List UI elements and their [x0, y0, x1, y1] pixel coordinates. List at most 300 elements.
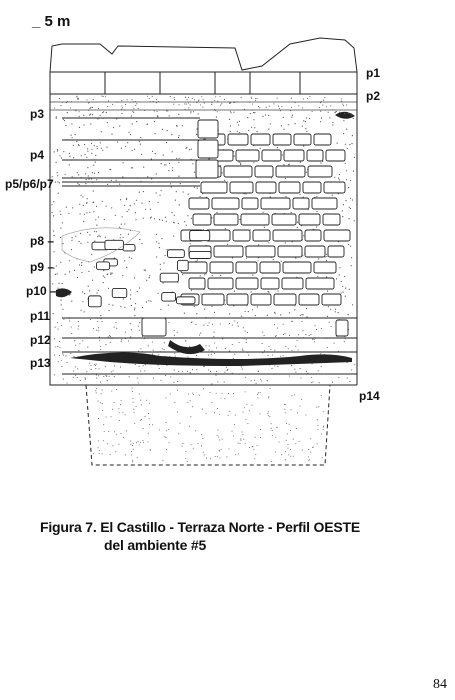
- soil-speck: [341, 101, 342, 102]
- soil-speck: [247, 332, 248, 333]
- soil-speck: [309, 118, 310, 119]
- soil-speck: [61, 304, 62, 305]
- soil-speck: [140, 400, 141, 401]
- soil-speck: [70, 353, 71, 354]
- soil-speck: [194, 306, 195, 307]
- soil-speck: [125, 332, 126, 333]
- soil-speck: [291, 321, 292, 322]
- wall-stone: [303, 182, 321, 193]
- p2-band: [50, 102, 357, 110]
- soil-speck: [69, 318, 70, 319]
- soil-speck: [59, 347, 60, 348]
- soil-speck: [246, 404, 247, 405]
- soil-speck: [125, 414, 126, 415]
- soil-speck: [138, 351, 139, 352]
- soil-speck: [321, 328, 322, 329]
- soil-speck: [303, 337, 304, 338]
- soil-speck: [106, 417, 107, 418]
- soil-speck: [160, 351, 161, 352]
- soil-speck: [292, 115, 293, 116]
- soil-speck: [137, 291, 138, 292]
- soil-speck: [286, 440, 287, 441]
- wall-stone: [336, 320, 348, 336]
- soil-speck: [108, 336, 109, 337]
- soil-speck: [161, 190, 162, 191]
- soil-speck: [243, 412, 244, 413]
- soil-speck: [56, 118, 57, 119]
- soil-speck: [113, 127, 114, 128]
- soil-speck: [289, 424, 290, 425]
- soil-speck: [83, 221, 84, 222]
- soil-speck: [332, 122, 333, 123]
- soil-speck: [146, 301, 147, 302]
- soil-speck: [239, 121, 240, 122]
- soil-speck: [115, 215, 116, 216]
- wall-stone: [324, 230, 350, 241]
- soil-speck: [249, 102, 250, 103]
- wall-stone: [233, 230, 250, 241]
- soil-speck: [67, 382, 68, 383]
- wall-stone: [189, 198, 209, 209]
- soil-speck: [65, 355, 66, 356]
- soil-speck: [239, 132, 240, 133]
- soil-speck: [152, 151, 153, 152]
- soil-speck: [94, 266, 95, 267]
- soil-speck: [326, 254, 327, 255]
- soil-speck: [108, 100, 109, 101]
- soil-speck: [154, 133, 155, 134]
- soil-speck: [134, 315, 135, 316]
- soil-speck: [332, 124, 333, 125]
- soil-speck: [326, 106, 327, 107]
- soil-speck: [154, 110, 155, 111]
- soil-speck: [151, 217, 152, 218]
- soil-speck: [177, 412, 178, 413]
- soil-speck: [283, 334, 284, 335]
- soil-speck: [96, 392, 97, 393]
- soil-speck: [295, 346, 296, 347]
- soil-speck: [92, 280, 93, 281]
- soil-speck: [130, 205, 131, 206]
- soil-speck: [258, 392, 259, 393]
- soil-speck: [55, 327, 56, 328]
- soil-speck: [295, 102, 296, 103]
- soil-speck: [245, 391, 246, 392]
- soil-speck: [124, 110, 125, 111]
- soil-speck: [264, 350, 265, 351]
- soil-speck: [244, 246, 245, 247]
- soil-speck: [320, 162, 321, 163]
- soil-speck: [92, 182, 93, 183]
- soil-speck: [344, 341, 345, 342]
- soil-speck: [132, 445, 133, 446]
- soil-speck: [170, 183, 171, 184]
- soil-speck: [193, 111, 194, 112]
- soil-speck: [306, 117, 307, 118]
- soil-speck: [160, 264, 161, 265]
- soil-speck: [214, 332, 215, 333]
- layer-label-p13: p13: [30, 356, 51, 370]
- wall-stone: [283, 262, 311, 273]
- soil-speck: [326, 276, 327, 277]
- soil-speck: [106, 112, 107, 113]
- soil-speck: [267, 355, 268, 356]
- soil-speck: [210, 371, 211, 372]
- soil-speck: [345, 163, 346, 164]
- soil-speck: [91, 153, 92, 154]
- soil-speck: [58, 193, 59, 194]
- soil-speck: [116, 434, 117, 435]
- soil-speck: [228, 449, 229, 450]
- soil-speck: [96, 206, 97, 207]
- soil-speck: [119, 125, 120, 126]
- soil-speck: [296, 428, 297, 429]
- soil-speck: [147, 176, 148, 177]
- soil-speck: [143, 191, 144, 192]
- soil-speck: [79, 111, 80, 112]
- soil-speck: [165, 255, 166, 256]
- soil-speck: [283, 117, 284, 118]
- soil-speck: [327, 291, 328, 292]
- soil-speck: [346, 104, 347, 105]
- soil-speck: [98, 108, 99, 109]
- soil-speck: [344, 276, 345, 277]
- soil-speck: [121, 400, 122, 401]
- soil-speck: [87, 167, 88, 168]
- soil-speck: [235, 454, 236, 455]
- soil-speck: [306, 131, 307, 132]
- soil-speck: [291, 107, 292, 108]
- soil-speck: [147, 441, 148, 442]
- soil-speck: [188, 97, 189, 98]
- soil-speck: [177, 390, 178, 391]
- soil-speck: [56, 116, 57, 117]
- soil-speck: [78, 350, 79, 351]
- soil-speck: [87, 242, 88, 243]
- soil-speck: [152, 96, 153, 97]
- soil-speck: [255, 437, 256, 438]
- soil-speck: [314, 339, 315, 340]
- soil-speck: [165, 164, 166, 165]
- soil-speck: [135, 303, 136, 304]
- soil-speck: [260, 429, 261, 430]
- soil-speck: [258, 371, 259, 372]
- soil-speck: [152, 341, 153, 342]
- soil-speck: [89, 234, 90, 235]
- soil-speck: [251, 380, 252, 381]
- soil-speck: [110, 342, 111, 343]
- soil-speck: [271, 423, 272, 424]
- soil-speck: [185, 148, 186, 149]
- soil-speck: [111, 391, 112, 392]
- soil-speck: [162, 220, 163, 221]
- soil-speck: [336, 111, 337, 112]
- soil-speck: [229, 351, 230, 352]
- soil-speck: [186, 147, 187, 148]
- soil-speck: [106, 147, 107, 148]
- soil-speck: [203, 452, 204, 453]
- soil-speck: [113, 370, 114, 371]
- soil-speck: [214, 312, 215, 313]
- soil-speck: [120, 199, 121, 200]
- soil-speck: [345, 338, 346, 339]
- soil-speck: [321, 118, 322, 119]
- soil-speck: [291, 395, 292, 396]
- wall-stone: [177, 260, 188, 270]
- soil-speck: [178, 114, 179, 115]
- soil-speck: [78, 321, 79, 322]
- soil-speck: [180, 423, 181, 424]
- soil-speck: [242, 350, 243, 351]
- soil-speck: [148, 433, 149, 434]
- soil-speck: [133, 108, 134, 109]
- soil-speck: [342, 104, 343, 105]
- soil-speck: [123, 162, 124, 163]
- soil-speck: [84, 293, 85, 294]
- soil-speck: [284, 409, 285, 410]
- soil-speck: [285, 242, 286, 243]
- soil-speck: [349, 381, 350, 382]
- soil-speck: [60, 211, 61, 212]
- soil-speck: [350, 180, 351, 181]
- soil-speck: [345, 200, 346, 201]
- soil-speck: [198, 99, 199, 100]
- soil-speck: [130, 323, 131, 324]
- soil-speck: [191, 218, 192, 219]
- soil-speck: [55, 346, 56, 347]
- soil-speck: [57, 181, 58, 182]
- soil-speck: [222, 393, 223, 394]
- soil-speck: [291, 409, 292, 410]
- soil-speck: [208, 355, 209, 356]
- soil-speck: [69, 271, 70, 272]
- soil-speck: [86, 371, 87, 372]
- soil-speck: [346, 170, 347, 171]
- soil-speck: [190, 112, 191, 113]
- soil-speck: [212, 275, 213, 276]
- soil-speck: [302, 126, 303, 127]
- soil-speck: [200, 294, 201, 295]
- soil-speck: [134, 412, 135, 413]
- soil-speck: [268, 292, 269, 293]
- soil-speck: [185, 97, 186, 98]
- soil-speck: [108, 288, 109, 289]
- soil-speck: [252, 109, 253, 110]
- wall-stone: [278, 246, 302, 257]
- soil-speck: [154, 121, 155, 122]
- soil-speck: [302, 450, 303, 451]
- soil-speck: [131, 305, 132, 306]
- soil-speck: [285, 346, 286, 347]
- wall-stone: [214, 214, 238, 225]
- wall-stone: [123, 245, 135, 251]
- soil-speck: [216, 212, 217, 213]
- soil-speck: [69, 156, 70, 157]
- soil-speck: [194, 172, 195, 173]
- soil-speck: [96, 388, 97, 389]
- soil-speck: [189, 346, 190, 347]
- wall-stone: [190, 231, 210, 241]
- soil-speck: [76, 141, 77, 142]
- soil-speck: [74, 340, 75, 341]
- soil-speck: [78, 174, 79, 175]
- soil-speck: [211, 217, 212, 218]
- soil-speck: [130, 294, 131, 295]
- wall-stone: [112, 288, 126, 297]
- soil-speck: [95, 390, 96, 391]
- soil-speck: [263, 212, 264, 213]
- soil-speck: [294, 309, 295, 310]
- soil-speck: [188, 109, 189, 110]
- soil-speck: [208, 350, 209, 351]
- soil-speck: [302, 107, 303, 108]
- soil-speck: [79, 343, 80, 344]
- soil-speck: [197, 259, 198, 260]
- wall-stone: [214, 246, 243, 257]
- soil-speck: [167, 130, 168, 131]
- soil-speck: [257, 445, 258, 446]
- soil-speck: [162, 348, 163, 349]
- soil-speck: [117, 141, 118, 142]
- soil-speck: [176, 125, 177, 126]
- soil-speck: [114, 402, 115, 403]
- soil-speck: [234, 291, 235, 292]
- soil-speck: [245, 311, 246, 312]
- soil-speck: [171, 212, 172, 213]
- soil-speck: [283, 355, 284, 356]
- scale-label: _ 5 m: [32, 13, 71, 30]
- soil-speck: [71, 135, 72, 136]
- soil-speck: [297, 412, 298, 413]
- soil-speck: [201, 446, 202, 447]
- wall-stone: [227, 294, 248, 305]
- soil-speck: [230, 111, 231, 112]
- soil-speck: [126, 198, 127, 199]
- soil-speck: [73, 356, 74, 357]
- soil-speck: [277, 328, 278, 329]
- soil-speck: [140, 348, 141, 349]
- wall-stone: [276, 166, 305, 177]
- soil-speck: [261, 380, 262, 381]
- soil-speck: [146, 280, 147, 281]
- soil-speck: [285, 451, 286, 452]
- soil-speck: [135, 105, 136, 106]
- soil-speck: [240, 440, 241, 441]
- soil-speck: [285, 196, 286, 197]
- soil-speck: [140, 420, 141, 421]
- soil-speck: [98, 418, 99, 419]
- soil-speck: [257, 394, 258, 395]
- soil-speck: [248, 311, 249, 312]
- soil-speck: [155, 181, 156, 182]
- soil-speck: [64, 120, 65, 121]
- soil-speck: [134, 308, 135, 309]
- soil-speck: [267, 380, 268, 381]
- soil-speck: [156, 102, 157, 103]
- wall-top-outline: [50, 38, 357, 72]
- soil-speck: [72, 176, 73, 177]
- soil-speck: [253, 162, 254, 163]
- soil-speck: [98, 172, 99, 173]
- soil-speck: [121, 341, 122, 342]
- wall-stone: [274, 294, 296, 305]
- soil-speck: [74, 270, 75, 271]
- soil-speck: [166, 142, 167, 143]
- soil-speck: [291, 350, 292, 351]
- soil-speck: [351, 113, 352, 114]
- soil-speck: [299, 441, 300, 442]
- soil-speck: [81, 155, 82, 156]
- wall-stone: [308, 166, 332, 177]
- soil-speck: [57, 175, 58, 176]
- soil-speck: [222, 338, 223, 339]
- soil-speck: [81, 272, 82, 273]
- soil-speck: [62, 243, 63, 244]
- soil-speck: [187, 461, 188, 462]
- soil-speck: [60, 228, 61, 229]
- soil-speck: [103, 424, 104, 425]
- soil-speck: [94, 145, 95, 146]
- soil-speck: [80, 233, 81, 234]
- soil-speck: [77, 183, 78, 184]
- soil-speck: [61, 360, 62, 361]
- soil-speck: [98, 375, 99, 376]
- soil-speck: [68, 213, 69, 214]
- soil-speck: [59, 182, 60, 183]
- soil-speck: [178, 135, 179, 136]
- soil-speck: [107, 106, 108, 107]
- soil-speck: [227, 369, 228, 370]
- soil-speck: [149, 275, 150, 276]
- soil-speck: [130, 336, 131, 337]
- wall-stone: [189, 278, 205, 289]
- soil-speck: [103, 282, 104, 283]
- soil-speck: [121, 148, 122, 149]
- soil-speck: [136, 200, 137, 201]
- soil-speck: [184, 103, 185, 104]
- wall-stone: [326, 150, 345, 161]
- soil-speck: [124, 205, 125, 206]
- wall-stone: [241, 214, 269, 225]
- soil-speck: [62, 102, 63, 103]
- soil-speck: [135, 219, 136, 220]
- soil-speck: [190, 372, 191, 373]
- soil-speck: [79, 264, 80, 265]
- soil-speck: [54, 374, 55, 375]
- soil-speck: [277, 98, 278, 99]
- soil-speck: [147, 123, 148, 124]
- soil-speck: [278, 106, 279, 107]
- soil-speck: [144, 338, 145, 339]
- soil-speck: [163, 262, 164, 263]
- soil-speck: [255, 100, 256, 101]
- soil-speck: [83, 115, 84, 116]
- wall-stone: [201, 182, 227, 193]
- wall-stone: [236, 150, 259, 161]
- soil-speck: [224, 372, 225, 373]
- soil-speck: [174, 215, 175, 216]
- soil-speck: [268, 397, 269, 398]
- soil-speck: [196, 355, 197, 356]
- soil-speck: [65, 274, 66, 275]
- soil-speck: [246, 257, 247, 258]
- soil-speck: [96, 330, 97, 331]
- soil-speck: [251, 97, 252, 98]
- soil-speck: [281, 106, 282, 107]
- soil-speck: [141, 419, 142, 420]
- soil-speck: [98, 290, 99, 291]
- soil-speck: [280, 356, 281, 357]
